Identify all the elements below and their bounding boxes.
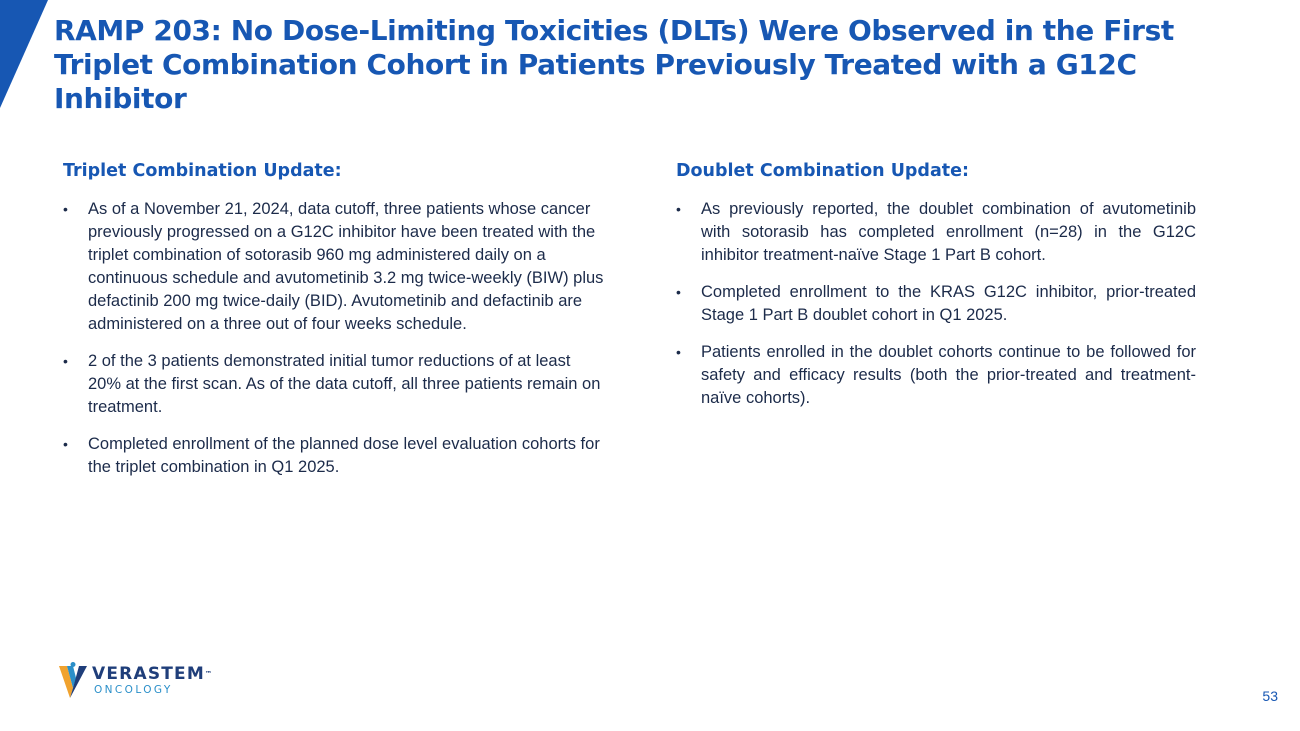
bullet-dot: • xyxy=(63,201,68,217)
verastem-v-icon xyxy=(58,662,88,700)
bullet-dot: • xyxy=(676,284,681,300)
bullet-text: As previously reported, the doublet combination of avutometinib with sotorasib has completed enrollment (n=28) in the G12C inhibitor treatment-naïve Stage 1 Part B cohort. xyxy=(701,200,1196,264)
bullet-text: Completed enrollment of the planned dose level evaluation cohorts for the triplet combination in Q1 2025. xyxy=(88,435,600,476)
doublet-heading: Doublet Combination Update: xyxy=(676,161,969,181)
bullet-dot: • xyxy=(63,353,68,369)
bullet-item xyxy=(676,281,1196,327)
bullet-dot: • xyxy=(676,344,681,360)
triplet-heading: Triplet Combination Update: xyxy=(63,161,342,181)
logo-subtitle: ONCOLOGY xyxy=(94,684,173,696)
bullet-item xyxy=(676,198,1196,267)
logo-name: VERASTEM xyxy=(92,664,205,684)
verastem-logo xyxy=(58,662,218,702)
logo-trademark: ™ xyxy=(205,670,212,678)
doublet-section xyxy=(676,158,1196,424)
triplet-section xyxy=(63,158,608,493)
doublet-bullet-list xyxy=(676,198,1196,410)
bullet-item xyxy=(676,341,1196,410)
triplet-bullet-list xyxy=(63,198,608,479)
bullet-item xyxy=(63,198,608,336)
bullet-text: 2 of the 3 patients demonstrated initial tumor reductions of at least 20% at the first scan. As of the data cutoff, all three patients remain on treatment. xyxy=(88,352,601,416)
bullet-item xyxy=(63,433,608,479)
bullet-dot: • xyxy=(676,201,681,217)
page-title: RAMP 203: No Dose-Limiting Toxicities (DLTs) Were Observed in the First Triplet Combination Cohort in Patients Previously Treated with a G12C Inhibitor xyxy=(54,14,1174,115)
bullet-text: Patients enrolled in the doublet cohorts continue to be followed for safety and efficacy results (both the prior-treated and treatment-naïve cohorts). xyxy=(701,343,1196,407)
bullet-text: Completed enrollment to the KRAS G12C inhibitor, prior-treated Stage 1 Part B doublet cohort in Q1 2025. xyxy=(701,283,1196,324)
corner-stripe-decoration xyxy=(0,0,50,110)
bullet-item xyxy=(63,350,608,419)
logo-wordmark xyxy=(92,664,212,684)
page-number: 53 xyxy=(1262,688,1278,704)
bullet-text: As of a November 21, 2024, data cutoff, three patients whose cancer previously progressed on a G12C inhibitor have been treated with the triplet combination of sotorasib 960 mg administered daily on a continuous schedule and avutometinib 3.2 mg twice-weekly (BIW) plus defactinib 200 mg twice-daily (BID). Avutometinib and defactinib are administered on a three out of four weeks schedule. xyxy=(88,200,604,333)
bullet-dot: • xyxy=(63,436,68,452)
